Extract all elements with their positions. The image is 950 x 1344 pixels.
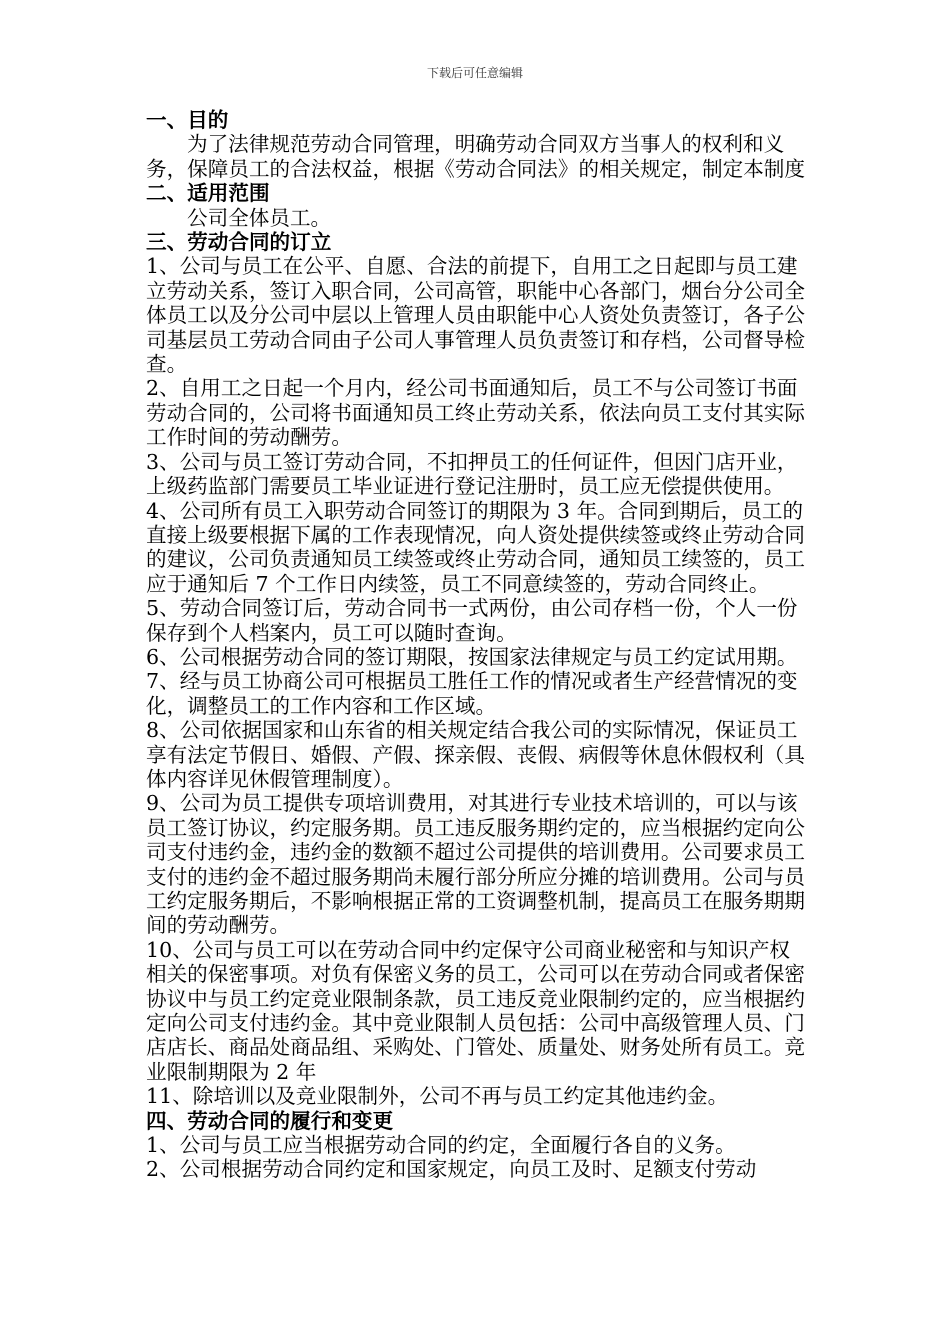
clause-paragraph: 1、公司与员工在公平、自愿、合法的前提下，自用工之日起即与员工建立劳动关系，签订入职合同，公司高管，职能中心各部门，烟台分公司全体员工以及分公司中层以上管理人员由职能中心人资处负责签订，各子公司基层员工劳动合同由子公司人事管理人员负责签订和存档，公司督导检查。 (146, 254, 805, 377)
document-body (146, 108, 810, 1182)
clause-paragraph: 5、劳动合同签订后，劳动合同书一式两份，由公司存档一份，个人一份保存到个人档案内，员工可以随时查询。 (146, 596, 798, 645)
section-heading: 一、目的 (146, 108, 229, 132)
clause-paragraph: 3、公司与员工签订劳动合同，不扣押员工的任何证件，但因门店开业，上级药监部门需要员工毕业证进行登记注册时，员工应无偿提供使用。 (146, 449, 798, 499)
clause-paragraph: 8、公司依据国家和山东省的相关规定结合我公司的实际情况，保证员工享有法定节假日、婚假、产假、探亲假、丧假、病假等休息休假权利（具体内容详见休假管理制度）。 (146, 718, 805, 791)
clause-paragraph: 2、公司根据劳动合同约定和国家规定，向员工及时、足额支付劳动 (146, 1157, 757, 1182)
clause-paragraph: 7、经与员工协商公司可根据员工胜任工作的情况或者生产经营情况的变化，调整员工的工作内容和工作区域。 (146, 669, 798, 718)
clause-paragraph: 6、公司根据劳动合同的签订期限，按国家法律规定与员工约定试用期。 (146, 644, 798, 669)
clause-paragraph: 4、公司所有员工入职劳动合同签订的期限为 3 年。合同到期后，员工的直接上级要根据下属的工作表现情况，向人资处提供续签或终止劳动合同的建议，公司负责通知员工续签或终止劳动合同，通知员工续签的，员工应于通知后 7 个工作日内续签，员工不同意续签的，劳动合同终止。 (146, 498, 805, 596)
clause-paragraph: 11、除培训以及竞业限制外，公司不再与员工约定其他违约金。 (146, 1084, 729, 1109)
section-heading: 二、适用范围 (146, 181, 270, 206)
clause-paragraph: 10、公司与员工可以在劳动合同中约定保守公司商业秘密和与知识产权相关的保密事项。对负有保密义务的员工，公司可以在劳动合同或者保密协议中与员工约定竞业限制条款，员工违反竞业限制约定的，应当根据约定向公司支付违约金。其中竞业限制人员包括：公司中高级管理人员、门店店长、商品处商品组、采购处、门管处、质量处、财务处所有员工。竞业限制期限为 2 年 (146, 937, 805, 1084)
clause-paragraph: 2、自用工之日起一个月内，经公司书面通知后，员工不与公司签订书面劳动合同的，公司将书面通知员工终止劳动关系，依法向员工支付其实际工作时间的劳动酬劳。 (146, 376, 805, 450)
clause-paragraph: 1、公司与员工应当根据劳动合同的约定，全面履行各自的义务。 (146, 1133, 736, 1158)
page-header: 下载后可任意编辑 (426, 66, 523, 80)
body-paragraph: 为了法律规范劳动合同管理，明确劳动合同双方当事人的权利和义务，保障员工的合法权益，根据《劳动合同法》的相关规定，制定本制度 (146, 132, 805, 181)
clause-paragraph: 9、公司为员工提供专项培训费用，对其进行专业技术培训的，可以与该员工签订协议，约定服务期。员工违反服务期约定的，应当根据约定向公司支付违约金，违约金的数额不超过公司提供的培训费用。公司要求员工支付的违约金不超过服务期尚未履行部分所应分摊的培训费用。公司与员工约定服务期后，不影响根据正常的工资调整机制，提高员工在服务期期间的劳动酬劳。 (146, 791, 805, 938)
section-heading: 三、劳动合同的订立 (146, 230, 332, 255)
body-paragraph: 公司全体员工。 (187, 205, 332, 230)
section-heading: 四、劳动合同的履行和变更 (146, 1108, 394, 1133)
